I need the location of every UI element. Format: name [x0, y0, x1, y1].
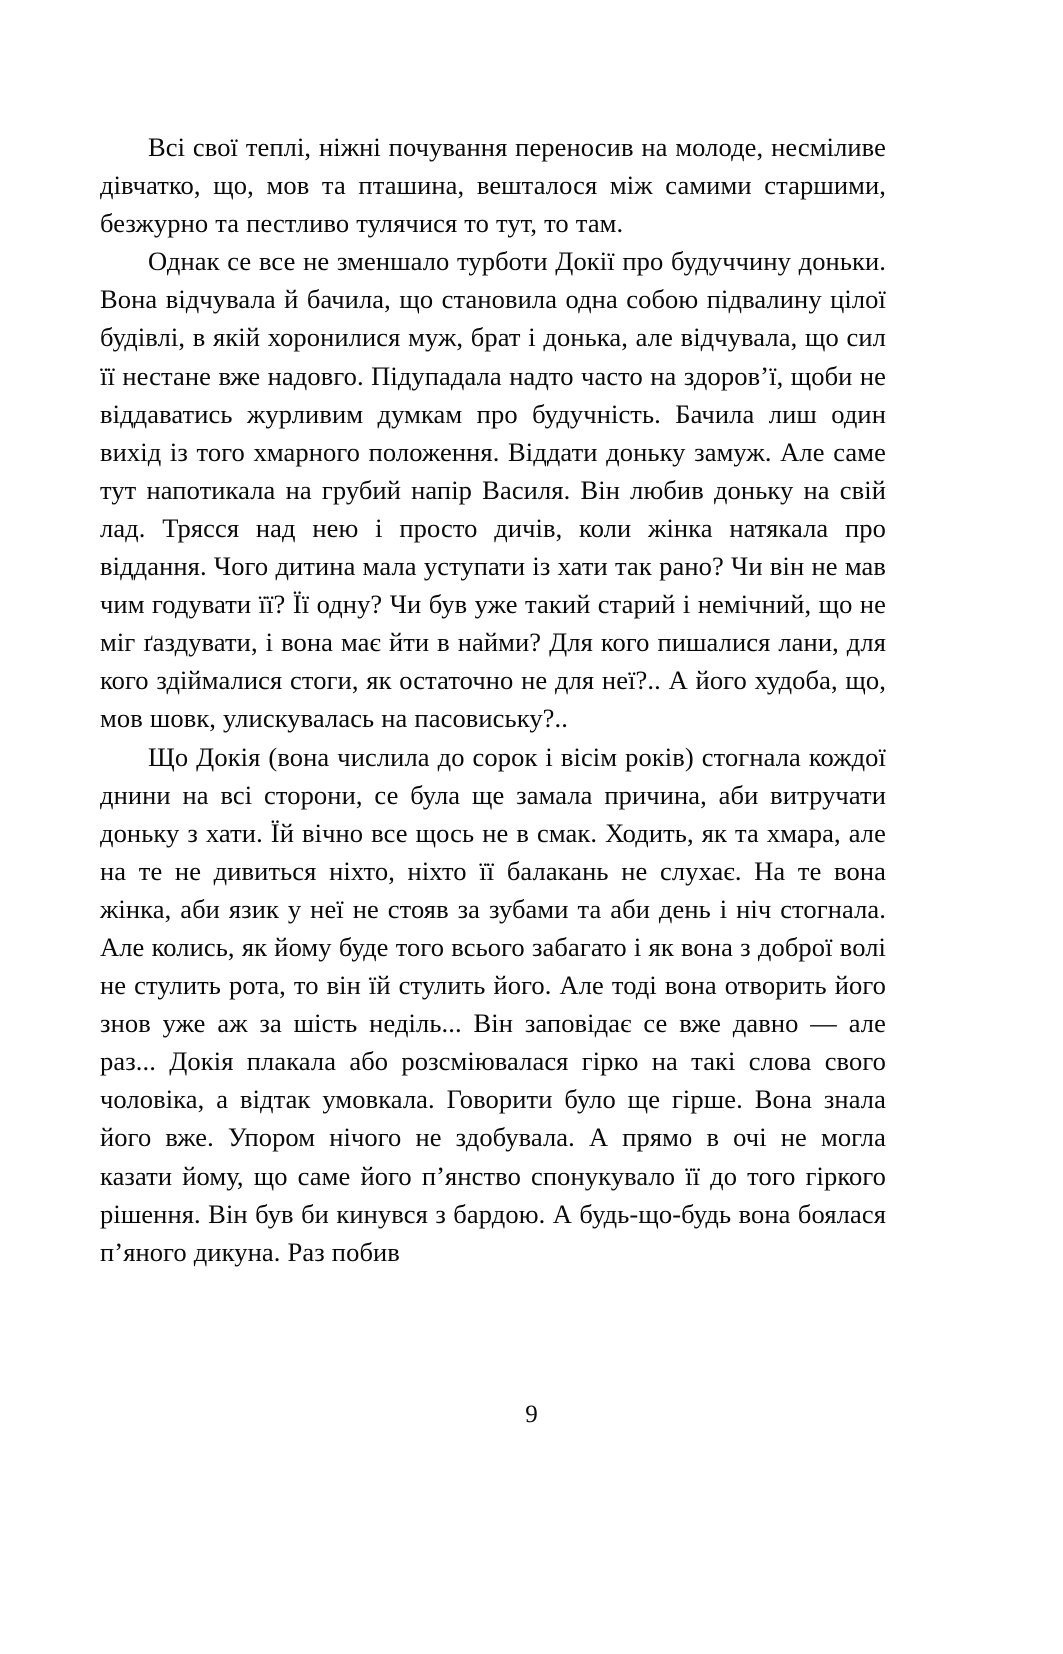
body-paragraph: Всі свої теплі, ніжні почування переносив на молоде, несміливе дівчатко, що, мов та пташина, вешталося між самими старшими, безжурно та пестливо тулячися то тут, то там. — [100, 132, 886, 239]
page-text-block — [100, 128, 886, 1271]
body-paragraph: Однак се все не зменшало турботи Докії про будуччину доньки. Вона відчувала й бачила, що становила одна собою підвалину цілої будівлі, в якій хоронилися муж, брат і донька, але відчувала, що сил її нестане вже надовго. Підупадала надто часто на здоров’ї, щоби не віддаватись журливим думкам про будучність. Бачила лиш один вихід із того хмарного положення. Віддати доньку замуж. Але саме тут напотикала на грубий напір Василя. Він любив доньку на свій лад. Трясся над нею і просто дичів, коли жінка натякала про віддання. Чого дитина мала уступати із хати так рано? Чи він не мав чим годувати її? Її одну? Чи був уже такий старий і немічний, що не міг ґаздувати, і вона має йти в найми? Для кого пишалися лани, для кого здіймалися стоги, як остаточно не для неї?.. А його худоба, що, мов шовк, улискувалась на пасовиську?.. — [100, 246, 886, 734]
page-number: 9 — [525, 1401, 538, 1428]
body-paragraph: Що Докія (вона числила до сорок і вісім років) стогнала кождої днини на всі сторони, се була ще замала причина, аби витручати доньку з хати. Їй вічно все щось не в смак. Ходить, як та хмара, але на те не дивиться ніхто, ніхто її балакань не слухає. На те вона жінка, аби язик у неї не стояв за зубами та аби день і ніч стогнала. Але колись, як йому буде того всього забагато і як вона з доброї волі не стулить рота, то він їй стулить його. Але тоді вона отворить його знов уже аж за шість неділь... Він заповідає се вже давно — але раз... Докія плакала або розсміювалася гірко на такі слова свого чоловіка, а відтак умовкала. Говорити було ще гірше. Вона знала його вже. Упором нічого не здобувала. А прямо в очі не могла казати йому, що саме його п’янство спонукувало її до того гіркого рішення. Він був би кинувся з бардою. А будь-що-будь вона боялася п’яного дикуна. Раз побив — [100, 741, 886, 1267]
